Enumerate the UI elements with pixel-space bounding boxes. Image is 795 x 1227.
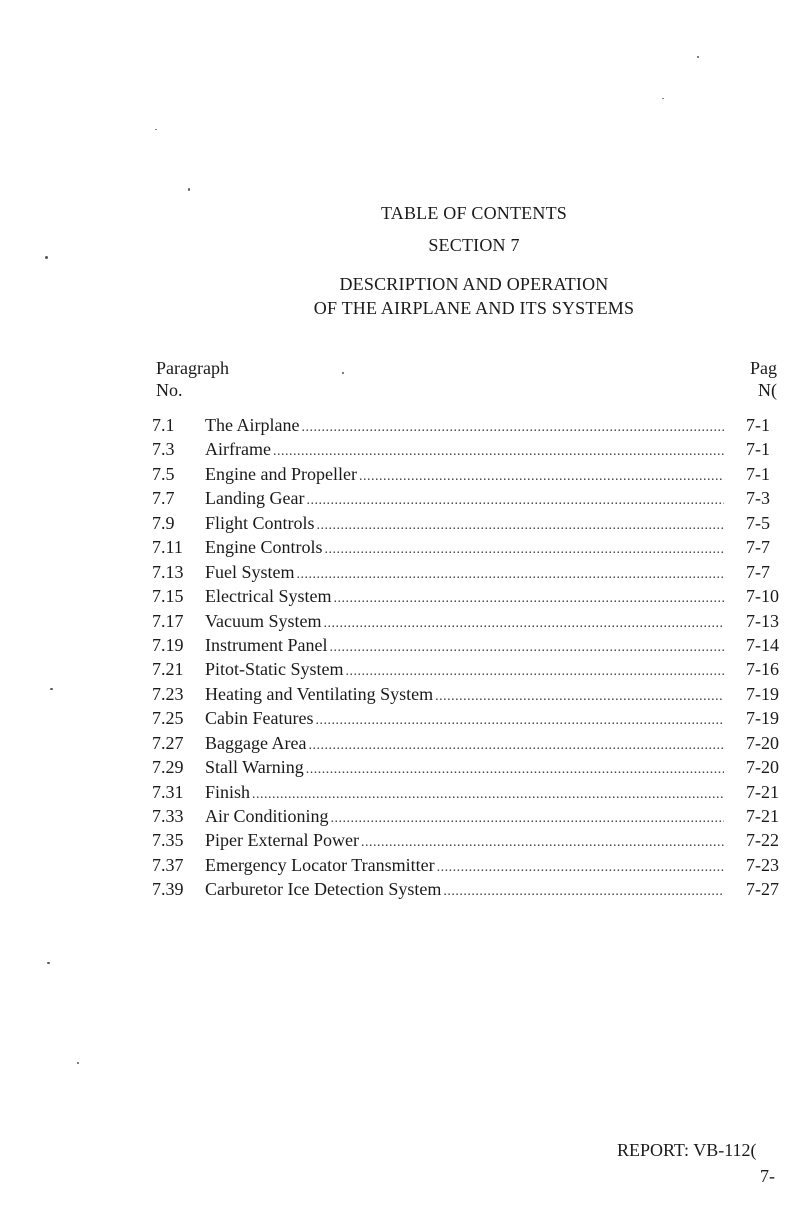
toc-row[interactable]: [152, 684, 795, 708]
toc-list: [152, 415, 795, 904]
page-number: 7-16: [746, 659, 779, 680]
dot-leader: [443, 884, 724, 900]
dot-leader: [359, 469, 724, 485]
scan-speck: [47, 962, 50, 964]
entry-title: Finish: [205, 781, 251, 802]
toc-row[interactable]: [152, 586, 795, 610]
dot-leader: [437, 860, 724, 876]
paragraph-number: 7.23: [152, 683, 184, 704]
footer-page-number: 7-: [760, 1166, 775, 1186]
entry-title: Airframe: [205, 439, 271, 460]
toc-row[interactable]: [152, 806, 795, 830]
page-number: 7-5: [746, 512, 770, 533]
paragraph-number: 7.35: [152, 830, 184, 851]
toc-row[interactable]: [152, 855, 795, 879]
toc-row[interactable]: [152, 733, 795, 757]
toc-row[interactable]: [152, 757, 795, 781]
dot-leader: [346, 664, 724, 680]
scan-speck: [697, 56, 699, 58]
page-number: 7-10: [746, 586, 779, 607]
page-number: 7-19: [746, 683, 779, 704]
page-number: 7-22: [746, 830, 779, 851]
toc-row[interactable]: [152, 415, 795, 439]
paragraph-header-line1: Paragraph: [156, 358, 229, 378]
toc-row[interactable]: [152, 537, 795, 561]
toc-row[interactable]: [152, 488, 795, 512]
entry-title: Piper External Power: [205, 830, 359, 851]
paragraph-number: 7.1: [152, 415, 175, 435]
dot-leader: [306, 762, 724, 778]
paragraph-number: 7.17: [152, 610, 184, 631]
section-title-line2: OF THE AIRPLANE AND ITS SYSTEMS: [313, 298, 635, 318]
entry-title: Carburetor Ice Detection System: [205, 879, 442, 900]
section-number: SECTION 7: [428, 235, 520, 255]
dot-leader: [317, 518, 724, 534]
page-number: 7-27: [746, 879, 779, 900]
toc-row[interactable]: [152, 879, 795, 903]
page-number: 7-7: [746, 537, 770, 558]
page-number: 7-1: [746, 439, 770, 460]
paragraph-number: 7.13: [152, 561, 184, 582]
entry-title: Electrical System: [205, 586, 332, 607]
page-header-line2: N(: [758, 380, 777, 400]
paragraph-number: 7.11: [152, 537, 183, 558]
paragraph-number: 7.3: [152, 439, 175, 460]
dot-leader: [297, 567, 724, 583]
entry-title: Emergency Locator Transmitter: [205, 854, 435, 875]
paragraph-number: 7.7: [152, 488, 175, 509]
scan-speck: [188, 188, 190, 191]
entry-title: Landing Gear: [205, 488, 305, 509]
scan-speck: [77, 1062, 79, 1064]
dot-leader: [333, 591, 724, 607]
page-number: 7-20: [746, 732, 779, 753]
entry-title: Pitot-Static System: [205, 659, 344, 680]
scan-speck: [50, 688, 53, 690]
paragraph-number: 7.31: [152, 781, 184, 802]
dot-leader: [315, 713, 724, 729]
page-number: 7-14: [746, 634, 779, 655]
dot-leader: [306, 493, 724, 509]
entry-title: Fuel System: [205, 561, 295, 582]
entry-title: Baggage Area: [205, 732, 307, 753]
section-title-line1: DESCRIPTION AND OPERATION: [339, 274, 609, 294]
page-number: 7-20: [746, 757, 779, 778]
dot-leader: [325, 542, 725, 558]
toc-row[interactable]: [152, 513, 795, 537]
paragraph-number: 7.29: [152, 757, 184, 778]
toc-row[interactable]: [152, 439, 795, 463]
entry-title: Flight Controls: [205, 512, 315, 533]
entry-title: Instrument Panel: [205, 634, 328, 655]
toc-row[interactable]: [152, 562, 795, 586]
paragraph-number: 7.33: [152, 806, 184, 826]
dot-leader: [331, 811, 724, 827]
toc-row[interactable]: [152, 708, 795, 732]
page-number: 7-1: [746, 463, 770, 484]
paragraph-number: 7.5: [152, 463, 175, 484]
paragraph-number: 7.9: [152, 512, 175, 533]
page-number: 7-21: [746, 806, 779, 826]
entry-title: Cabin Features: [205, 708, 314, 729]
page-number: 7-3: [746, 488, 770, 509]
paragraph-number: 7.37: [152, 854, 184, 875]
toc-row[interactable]: [152, 659, 795, 683]
report-number: REPORT: VB-112(: [617, 1140, 757, 1160]
toc-row[interactable]: [152, 782, 795, 806]
paragraph-number: 7.15: [152, 586, 184, 607]
dot-leader: [435, 689, 724, 705]
page-header-line1: Pag: [750, 358, 777, 378]
page-number: 7-1: [746, 415, 770, 435]
paragraph-number: 7.21: [152, 659, 184, 680]
dot-leader: [252, 787, 724, 803]
paragraph-number: 7.19: [152, 634, 184, 655]
scan-speck: [45, 256, 48, 259]
entry-title: Air Conditioning: [205, 806, 329, 826]
page-number: 7-13: [746, 610, 779, 631]
paragraph-header-line2: No.: [156, 380, 183, 400]
toc-row[interactable]: [152, 635, 795, 659]
dot-leader: [308, 738, 724, 754]
entry-title: Heating and Ventilating System: [205, 683, 434, 704]
dot-leader: [324, 616, 725, 632]
scan-speck: [662, 98, 664, 99]
dot-leader: [273, 444, 724, 460]
scan-speck: [342, 372, 344, 374]
entry-title: Engine and Propeller: [205, 463, 357, 484]
entry-title: Stall Warning: [205, 757, 304, 778]
dot-leader: [301, 420, 724, 436]
page-number: 7-23: [746, 854, 779, 875]
toc-title: TABLE OF CONTENTS: [381, 203, 567, 223]
entry-title: Vacuum System: [205, 610, 322, 631]
paragraph-number: 7.39: [152, 879, 184, 900]
paragraph-column-header: [156, 357, 229, 401]
entry-title: The Airplane: [205, 415, 300, 435]
toc-row[interactable]: [152, 464, 795, 488]
toc-row[interactable]: [152, 611, 795, 635]
toc-row[interactable]: [152, 830, 795, 854]
page-number: 7-21: [746, 781, 779, 802]
scan-speck: [155, 129, 157, 130]
paragraph-number: 7.27: [152, 732, 184, 753]
dot-leader: [329, 640, 724, 656]
dot-leader: [361, 835, 724, 851]
page-number: 7-7: [746, 561, 770, 582]
page-column-header: [750, 357, 777, 401]
entry-title: Engine Controls: [205, 537, 323, 558]
page-number: 7-19: [746, 708, 779, 729]
paragraph-number: 7.25: [152, 708, 184, 729]
